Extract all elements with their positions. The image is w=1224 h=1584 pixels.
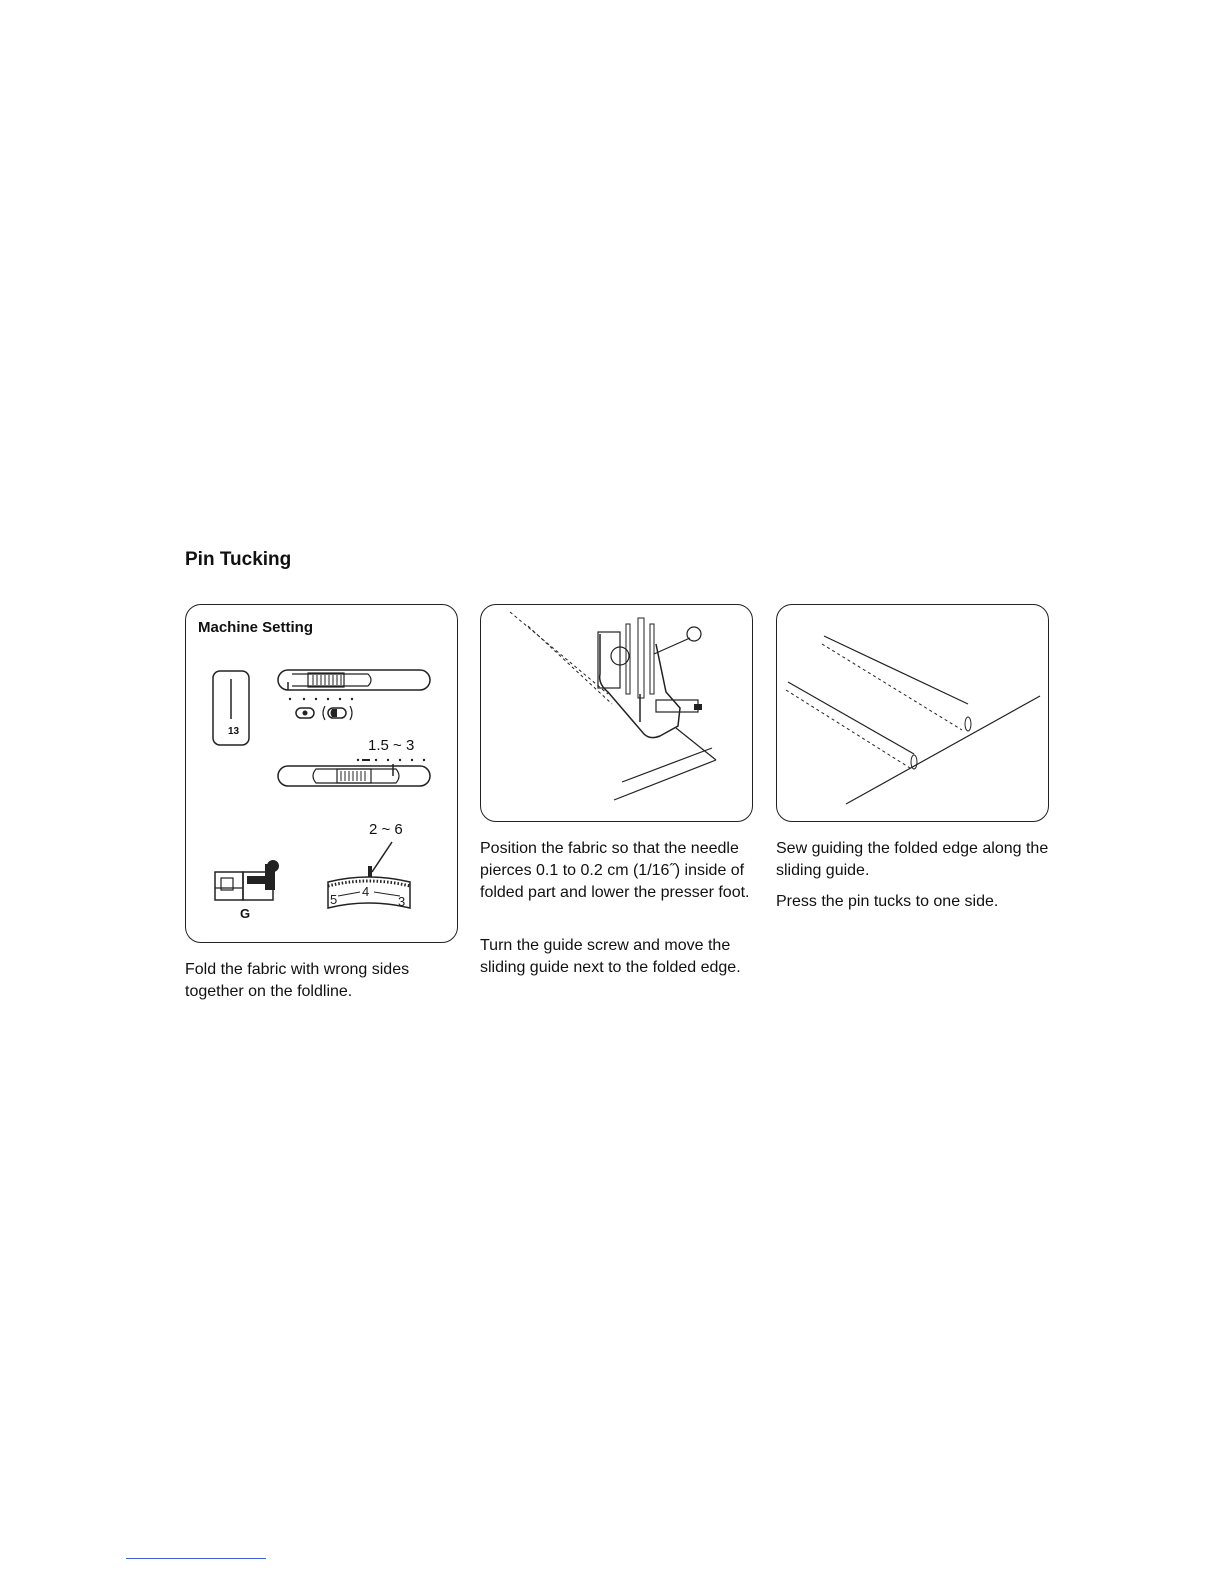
stitch-length-range: 1.5 ~ 3 — [368, 737, 415, 754]
step2-text-2: Turn the guide screw and move the sliding guide next to the folded edge. — [480, 937, 741, 976]
stitch-length-slider-icon — [276, 756, 434, 790]
stitch-width-slider-icon — [276, 668, 434, 724]
footer-rule — [126, 1558, 266, 1559]
presser-foot-g-icon — [213, 858, 283, 904]
svg-text:4: 4 — [362, 884, 370, 899]
presser-foot-fabric-illustration — [480, 604, 753, 822]
step3-text-1: Sew guiding the folded edge along the sliding guide. — [776, 840, 1049, 879]
pin-tucks-illustration — [776, 604, 1049, 822]
foot-label: G — [240, 906, 251, 921]
tension-dial-icon — [324, 838, 414, 912]
section-title: Pin Tucking — [185, 549, 292, 570]
tension-range: 2 ~ 6 — [369, 821, 403, 838]
step1-text: Fold the fabric with wrong sides together on the foldline. — [185, 961, 410, 1000]
svg-text:3: 3 — [398, 894, 406, 909]
svg-text:5: 5 — [330, 892, 338, 907]
machine-setting-label: Machine Setting — [198, 619, 314, 636]
pattern-number: 13 — [228, 726, 240, 737]
step3-text-2: Press the pin tucks to one side. — [776, 893, 999, 910]
step2-text-1: Position the fabric so that the needle pierces 0.1 to 0.2 cm (1/16˝) inside of folded part and lower the presser foot. — [480, 840, 750, 901]
